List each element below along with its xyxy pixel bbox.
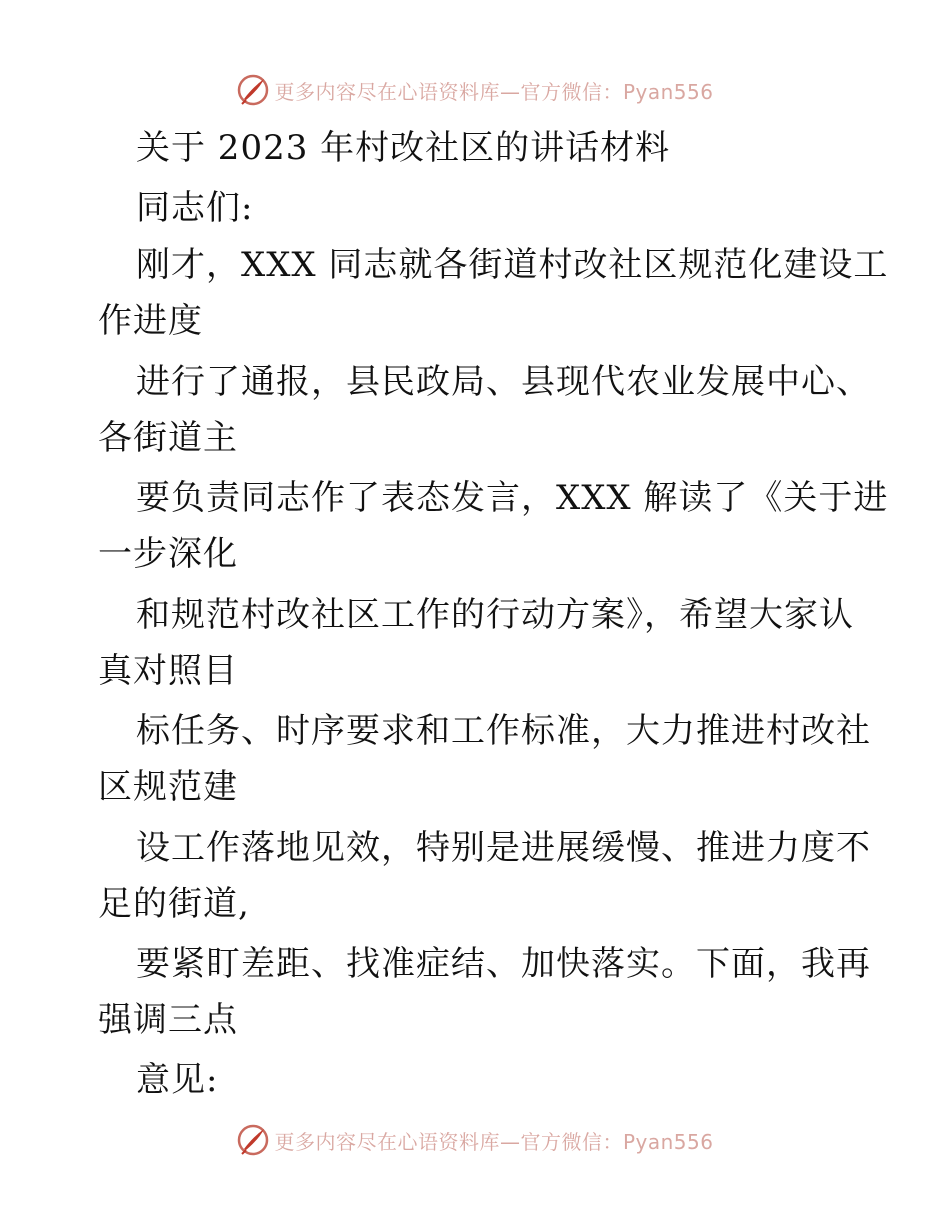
text-line: 意见: bbox=[136, 1060, 219, 1100]
quill-logo-icon bbox=[236, 1123, 270, 1157]
text-line: 设工作落地见效，特别是进展缓慢、推进力度不 bbox=[136, 828, 871, 868]
salutation: 同志们: bbox=[136, 188, 254, 228]
text-line: 进行了通报，县民政局、县现代农业发展中心、 bbox=[136, 362, 871, 402]
text-line: 刚才，XXX 同志就各街道村改社区规范化建设工 bbox=[136, 245, 889, 285]
text-line: 一步深化 bbox=[98, 534, 238, 574]
text-line: 强调三点 bbox=[98, 1000, 238, 1040]
watermark-footer bbox=[0, 1120, 950, 1160]
text-line: 和规范村改社区工作的行动方案》，希望大家认 bbox=[136, 595, 854, 635]
text-line: 各街道主 bbox=[98, 418, 238, 458]
text-line: 足的街道, bbox=[98, 884, 250, 924]
text-line: 标任务、时序要求和工作标准，大力推进村改社 bbox=[136, 711, 871, 751]
watermark-text: 更多内容尽在心语资料库—官方微信：Pyan556 bbox=[274, 79, 714, 104]
text-line: 作进度 bbox=[98, 301, 203, 341]
text-line: 区规范建 bbox=[98, 767, 238, 807]
text-line: 真对照目 bbox=[98, 651, 238, 691]
watermark-text: 更多内容尽在心语资料库—官方微信：Pyan556 bbox=[274, 1129, 714, 1154]
document-title: 关于 2023 年村改社区的讲话材料 bbox=[136, 128, 671, 168]
text-line: 要负责同志作了表态发言，XXX 解读了《关于进 bbox=[136, 478, 889, 518]
text-line: 要紧盯差距、找准症结、加快落实。下面，我再 bbox=[136, 944, 871, 984]
